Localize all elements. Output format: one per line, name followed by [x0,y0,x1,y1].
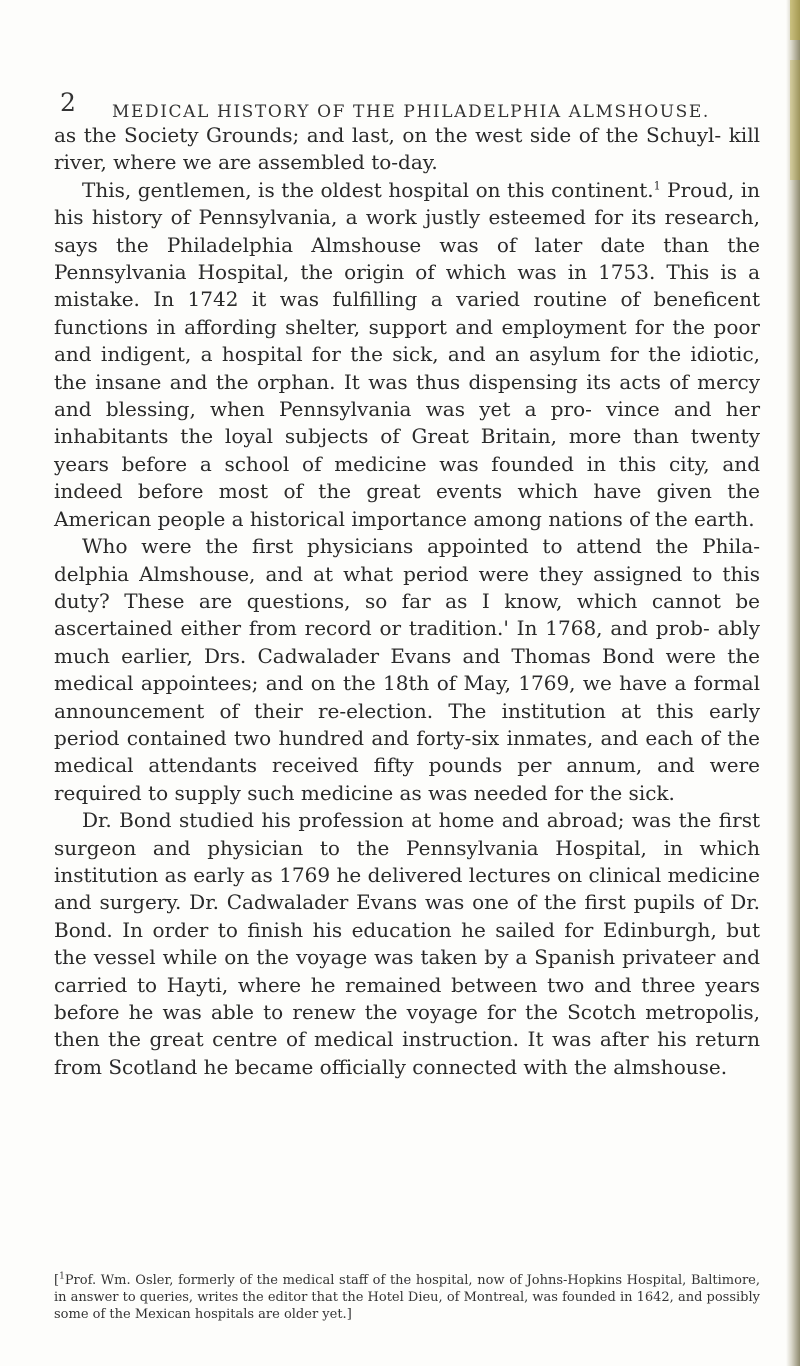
footnote-reference: 1 [653,179,661,193]
paragraph: Dr. Bond studied his profession at home and abroad; was the first surgeon and physician to the Pennsylvania Hospital, in which institution as early as 1769 he delivered lectures on clinical medicine and surgery. Dr. Cadwalader Evans was one of the first pupils of Dr. Bond. In order to finish his education he sailed for Edinburgh, but the vessel while on the voyage was taken by a Spanish privateer and carried to Hayti, where he remained between two and three years before he was able to renew the voyage for the Scotch metropolis, then the great centre of medical instruction. It was after his return from Scotland he became officially connected with the almshouse. [54,808,760,1079]
footnote [54,1272,760,1323]
page-number: 2 [60,88,76,117]
page-edge-stain [790,0,800,40]
page-edge [786,0,800,1366]
footnote-bracket: [ [54,1273,60,1288]
paragraph-text: This, gentlemen, is the oldest hospital on this continent. [82,177,654,202]
footnote-text: Prof. Wm. Osler, formerly of the medical staff of the hospital, now of Johns-Hopkins Hospital, Baltimore, in answer to queries, writes the editor that the Hotel Dieu, of Montreal, was founded in 1642, and possibly some of the Mexican hospitals are older yet.] [54,1273,760,1322]
page-edge-stain [790,60,800,180]
paragraph [54,177,760,533]
paragraph: Who were the first physicians appointed to attend the Phila- delphia Almshouse, and at what period were they assigned to this duty? These are questions, so far as I know, which cannot be ascertained either from record or tradition.' In 1768, and prob- ably much earlier, Drs. Cadwalader Evans and Thomas Bond were the medical appointees; and on the 18th of May, 1769, we have a formal announcement of their re-election. The institution at this early period contained two hundred and forty-six inmates, and each of the medical attendants received fifty pounds per annum, and were required to supply such medicine as was needed for the sick. [54,534,760,805]
body-text [54,122,760,1081]
paragraph: as the Society Grounds; and last, on the west side of the Schuyl- kill river, where we are assembled to-day. [54,123,760,175]
running-title: MEDICAL HISTORY OF THE PHILADELPHIA ALMSHOUSE. [112,102,710,122]
paragraph-text: Proud, in his history of Pennsylvania, a work justly esteemed for its research, says the Philadelphia Almshouse was of later date than the Pennsylvania Hospital, the origin of which was in 1753. This is a mistake. In 1742 it was fulfilling a varied routine of beneficent functions in affording shelter, support and employment for the poor and indigent, a hospital for the sick, and an asylum for the idiotic, the insane and the orphan. It was thus dispensing its acts of mercy and blessing, when Pennsylvania was yet a pro- vince and her inhabitants the loyal subjects of Great Britain, more than twenty years before a school of medicine was founded in this city, and indeed before most of the great events which have given the American people a historical importance among nations of the earth. [54,177,760,531]
footnote-marker: 1 [59,1271,65,1282]
